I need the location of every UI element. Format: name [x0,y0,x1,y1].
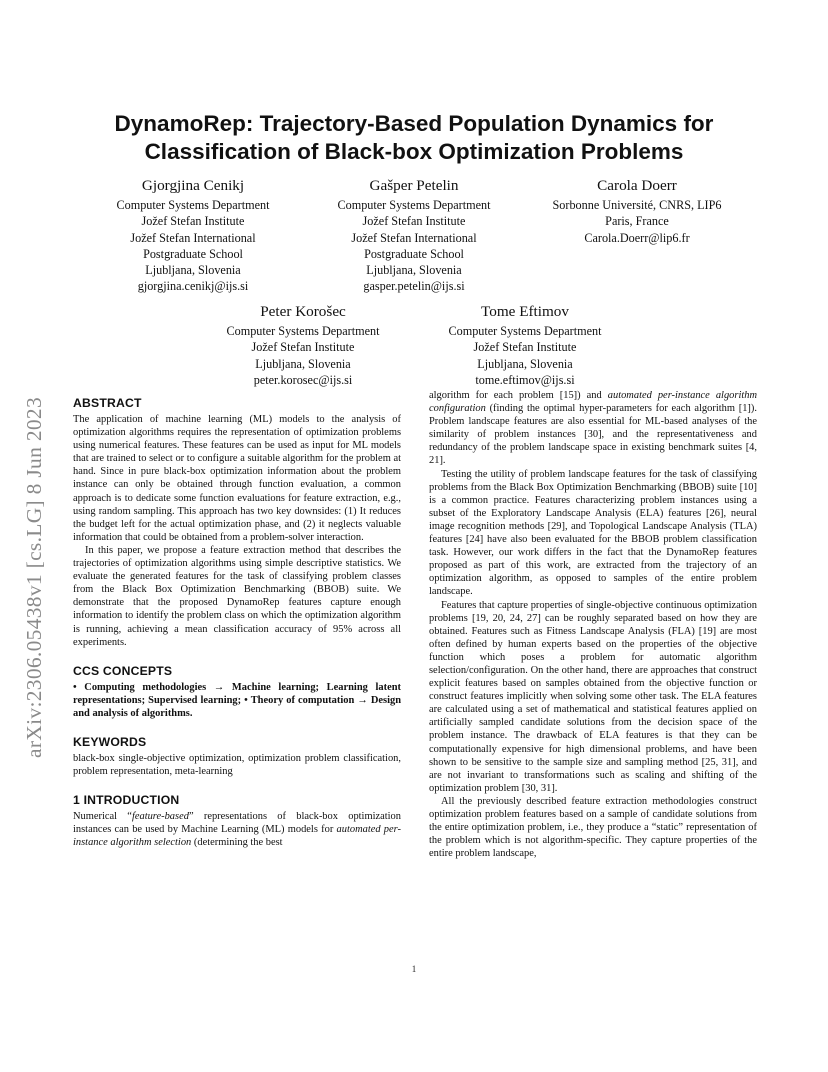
author-affiliation: Computer Systems Department [448,324,602,338]
paper-title-line1: DynamoRep: Trajectory-Based Population Dynamics for [114,111,714,136]
introduction-paragraph: All the previously described feature extraction methodologies construct optimization problem features based on a sample of candidate solutions from the entire optimization problem, i.e., they produce a “static” representation of the problem which is not algorithm-specific. They capture properties of the entire problem landscape, [429,795,757,860]
ccs-concepts: • Computing methodologies → Machine learning; Learning latent representations; Supervised learning; • Theory of computation → Design and analysis of algorithms. [73,681,401,719]
author-block-4 [205,302,401,388]
author-name: Gašper Petelin [369,177,459,194]
author-location: Ljubljana, Slovenia [477,356,573,371]
author-affiliation: Postgraduate School [143,246,243,261]
emphasis-text: feature-based [131,811,189,823]
keywords-heading: KEYWORDS [73,734,147,749]
text-run: Numerical “ [73,811,132,823]
author-location: Ljubljana, Slovenia [366,263,462,278]
arxiv-stamp [18,298,50,758]
text-run: (determining the best [191,837,283,849]
author-name: Carola Doerr [597,177,677,194]
author-email: Carola.Doerr@lip6.fr [584,230,690,245]
author-email: gasper.petelin@ijs.si [363,279,465,294]
author-affiliation: Jožef Stefan Institute [473,340,577,355]
author-block-5 [427,302,623,388]
paper-title [70,110,758,166]
introduction-paragraph: Testing the utility of problem landscape features for the task of classifying problems from the Black Box Optimization Benchmarking (BBOB) suite [10] is a common practice. Features characterizing problem instances using a subset of the Exploratory Landscape Analysis (ELA) features [26], neural image recognition methods [29], and Topological Landscape Analysis (TLA) features [24] have also been evaluated for the BBOB problem classification task. However, our work differs in the fact that the DynamoRep features proposed as part of this work, are extracted from the trajectory of an optimization algorithm, as opposed to samples of the entire problem landscape. [429,468,757,598]
abstract-heading: ABSTRACT [73,396,142,410]
paper-title-line2: Classification of Black-box Optimization Problems [144,139,684,164]
author-name: Peter Korošec [260,303,346,320]
author-email: peter.korosec@ijs.si [253,372,353,387]
ccs-heading: CCS CONCEPTS [73,663,173,678]
text-run: algorithm for each problem [15]) and [429,390,608,401]
author-location: Ljubljana, Slovenia [255,356,351,371]
author-affiliation: Jožef Stefan Institute [141,214,245,229]
introduction-paragraph: Features that capture properties of single-objective continuous optimization problems [19, 20, 24, 27] can be roughly separated based on how they are obtained. Features such as Fitness Landscape Analysis (FLA) [19] are most often defined by human experts based on the properties of the objective function which poses a problem for automatic algorithm selection/configuration. On the other hand, there are approaches that construct explicit features based on samples obtained from the objective function or construct features implicitly when solving some other task. The ELA features are calculated using a set of mathematical and statistical features applied on artificially sampled candidate solutions from the decision space of the problem instance. The drawback of ELA features is that they can be computationally expensive for high dimensional problems, and have been shown to be sensitive to the sample size and sampling method [25, 31], and are not invariant to transformations such as scaling and shifting of the optimization problem [30, 31]. [429,599,757,794]
left-column [73,395,401,849]
author-affiliation: Jožef Stefan International [351,230,477,245]
author-affiliation: Computer Systems Department [337,198,491,212]
author-affiliation: Computer Systems Department [226,324,380,338]
author-block-1 [95,176,291,295]
keywords-text: black-box single-objective optimization, optimization problem classification, problem representation, meta-learning [73,752,401,778]
author-name: Gjorgjina Cenikj [141,177,245,194]
author-affiliation: Jožef Stefan International [130,230,256,245]
page-number: 1 [411,964,417,974]
author-affiliation: Jožef Stefan Institute [251,340,355,355]
arxiv-stamp-text: arXiv:2306.05438v1 [cs.LG] 8 Jun 2023 [22,396,46,758]
author-email: gjorgjina.cenikj@ijs.si [137,279,249,294]
introduction-paragraph [73,810,401,849]
author-affiliation: Postgraduate School [364,246,464,261]
author-block-3 [537,176,737,246]
author-affiliation: Jožef Stefan Institute [362,214,466,229]
author-affiliation: Computer Systems Department [116,198,270,212]
emphasis-text: automated per-instance algorithm selection [73,824,401,849]
introduction-heading: 1 INTRODUCTION [73,793,180,808]
right-column [429,389,757,860]
author-block-2 [316,176,512,295]
author-location: Paris, France [605,214,669,229]
text-run: (finding the optimal hyper-parameters for each algorithm [1]). Problem landscape features are also essential for ML-based analyses of the similarity of problem instances [30], and the representativeness and redundancy of the problem landscape space in existing benchmark suites [4, 21]. [429,403,757,467]
author-email: tome.eftimov@ijs.si [475,372,575,387]
introduction-paragraph [429,389,757,468]
abstract-paragraph: The application of machine learning (ML) models to the analysis of optimization algorithms requires the representation of optimization problems using numerical features. These features can be used as input for ML models that are trained to select or to configure a suitable algorithm for the problem at hand. Since in pure black-box optimization information about the problem instance can only be obtained through function evaluation, a common approach is to dedicate some function evaluations for feature extraction, e.g., using random sampling. This approach has two key downsides: (1) It reduces the budget left for the actual optimization phase, and (2) it neglects valuable information that could be obtained from a problem-solver interaction. [73,414,401,543]
abstract-paragraph: In this paper, we propose a feature extraction method that describes the trajectories of optimization algorithms using simple descriptive statistics. We evaluate the generated features for the task of classifying problem classes from the Black Box Optimization Benchmarking (BBOB) suite. We demonstrate that the proposed DynamoRep features capture enough information to identify the problem class on which the optimization algorithm is running, achieving a mean classification accuracy of 95% across all experiments. [73,544,401,648]
author-location: Ljubljana, Slovenia [145,263,241,278]
author-affiliation: Sorbonne Université, CNRS, LIP6 [552,198,722,212]
author-name: Tome Eftimov [481,303,569,320]
emphasis-text: automated per-instance algorithm configuration [429,390,758,415]
text-run: ” representations of black-box optimization instances can be used by Machine Learning (ML) models for [73,811,401,836]
